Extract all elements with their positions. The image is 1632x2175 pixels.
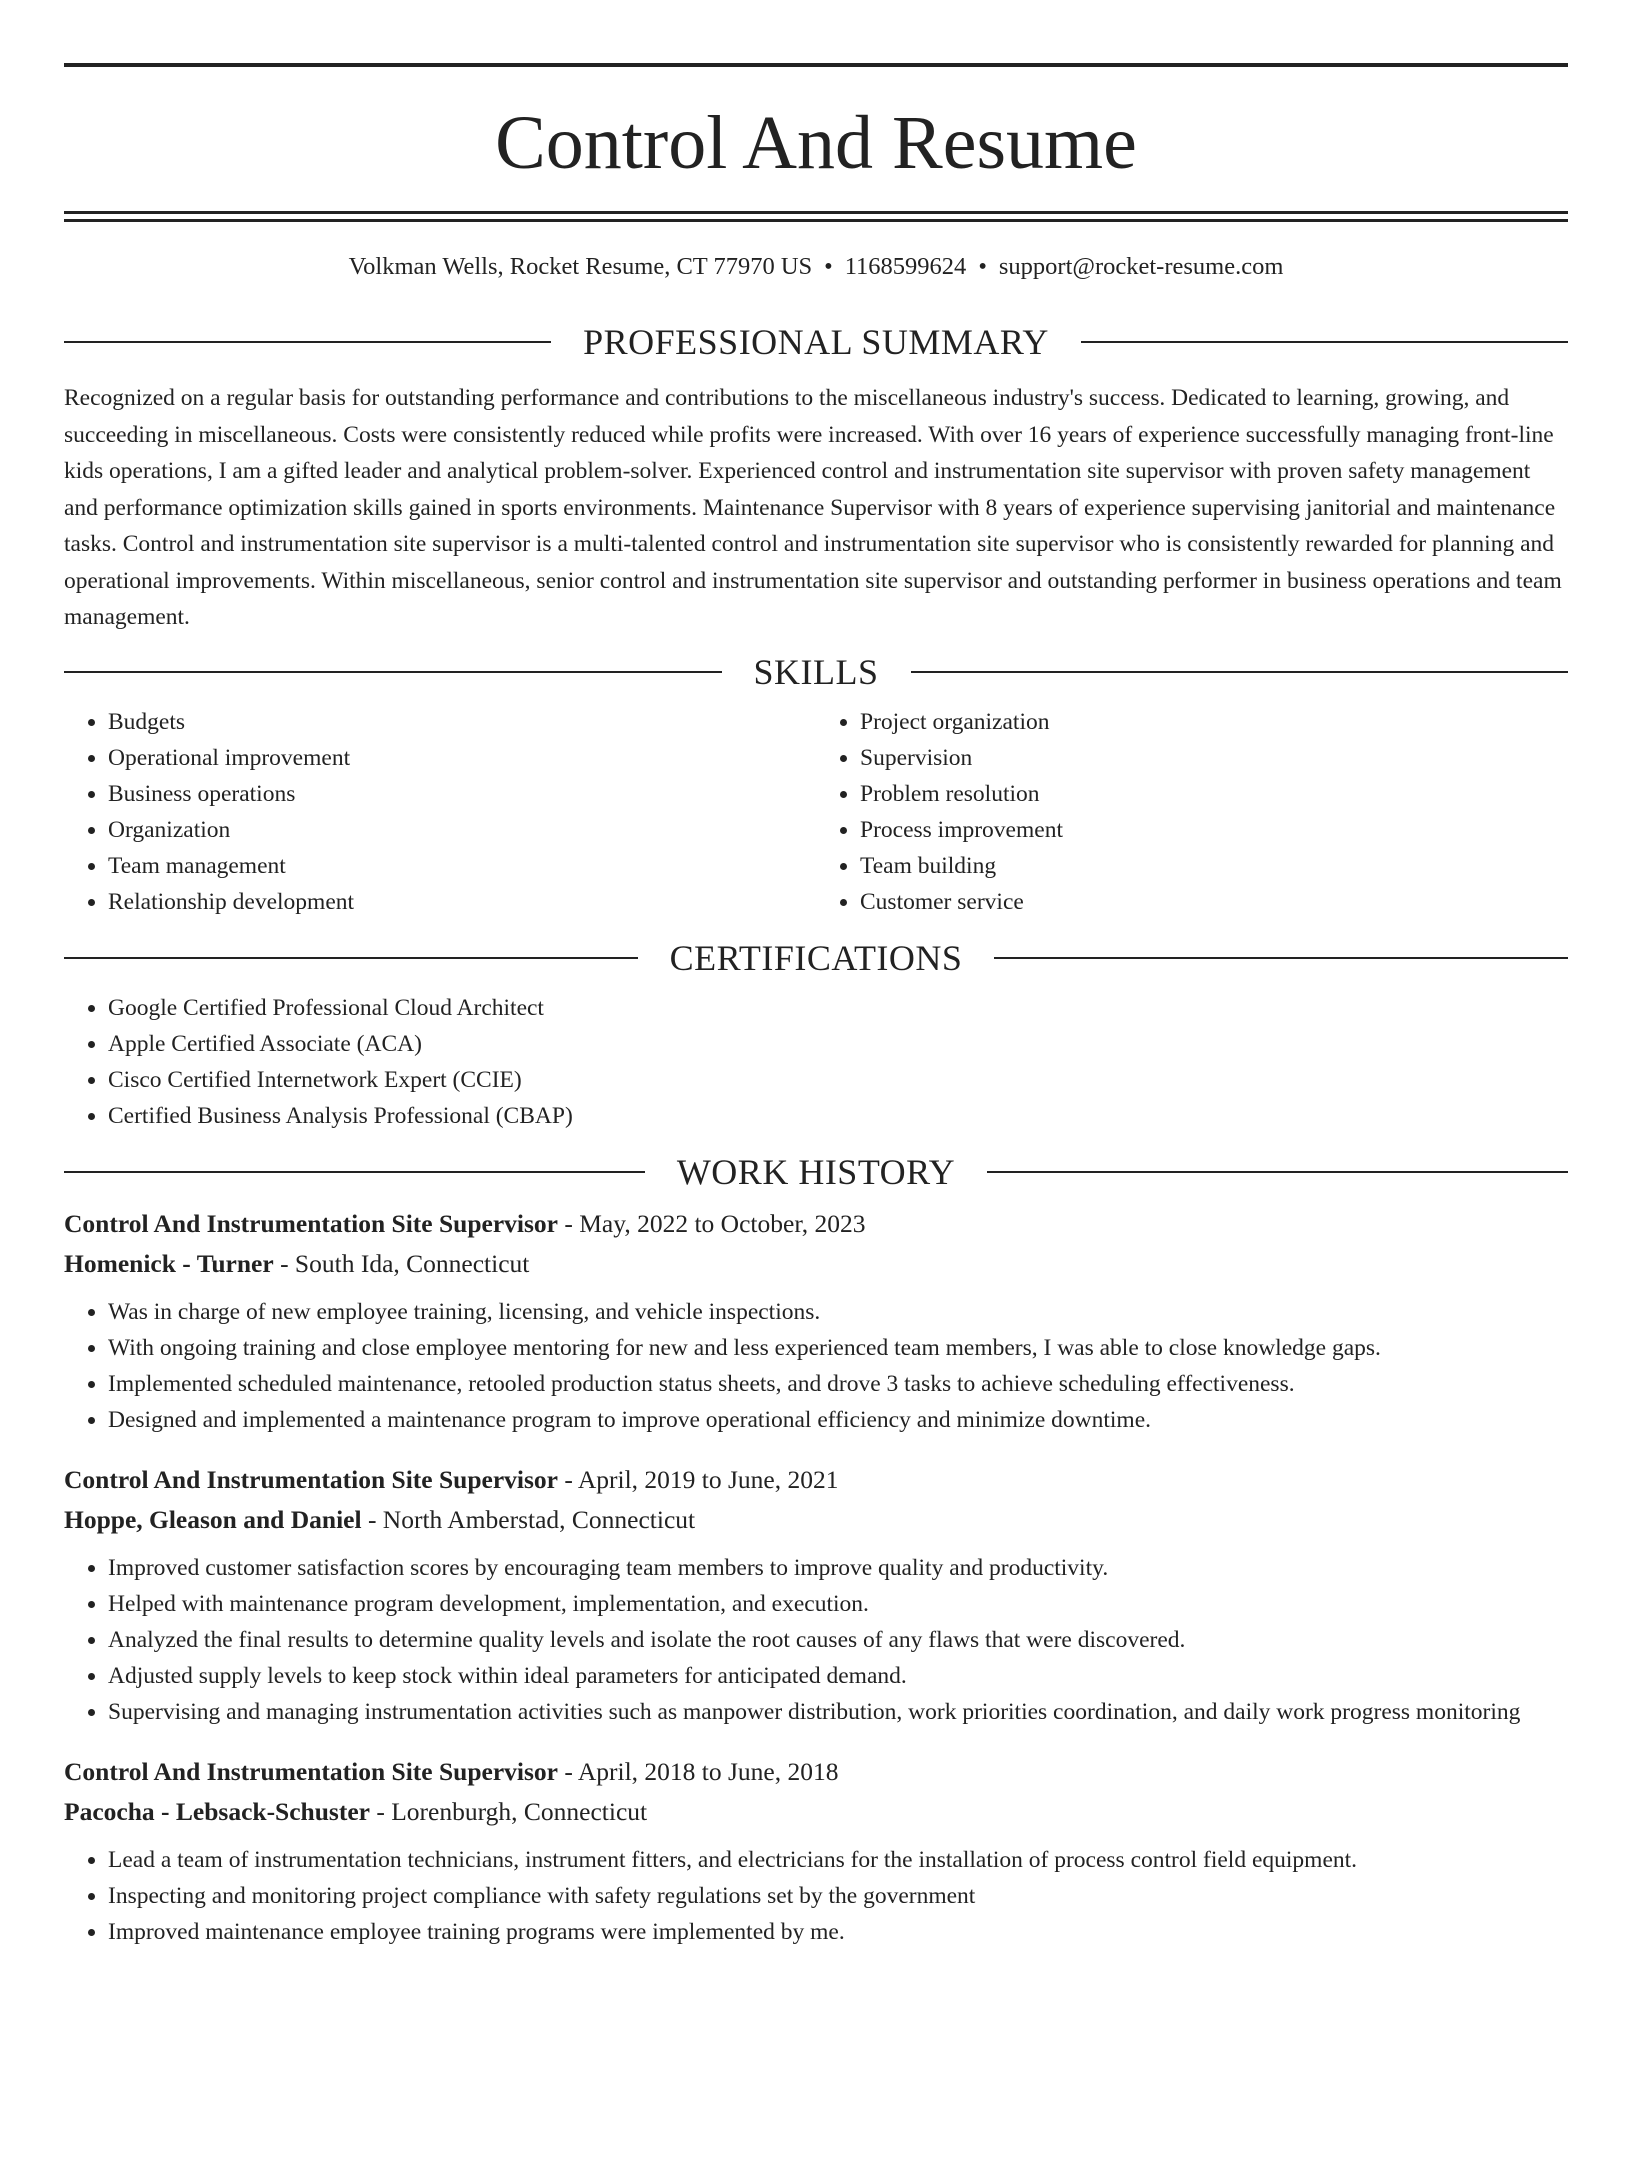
- job-bullet: • Designed and implemented a maintenance program to improve operational efficiency and minimize downtime.: [108, 1402, 1568, 1438]
- skill-item: • Process improvement: [860, 812, 1568, 848]
- job-location: - Lorenburgh, Connecticut: [369, 1796, 648, 1826]
- job-entry: [64, 1752, 1568, 1950]
- certifications-heading: [64, 938, 1568, 978]
- job-company: Pacocha - Lebsack-Schuster: [64, 1796, 370, 1826]
- job-bullet: • Lead a team of instrumentation technicians, instrument fitters, and electricians for the installation of process control field equipment.: [108, 1842, 1568, 1878]
- job-company-line: [64, 1500, 1568, 1540]
- job-location: - North Amberstad, Connecticut: [361, 1504, 696, 1534]
- skill-item: • Project organization: [860, 704, 1568, 740]
- job-entry: [64, 1460, 1568, 1730]
- job-bullet: • Inspecting and monitoring project compliance with safety regulations set by the government: [108, 1878, 1568, 1914]
- job-company-line: [64, 1792, 1568, 1832]
- certifications-heading-label: CERTIFICATIONS: [669, 937, 963, 978]
- resume-page: [0, 63, 1632, 2175]
- job-title: Control And Instrumentation Site Supervisor: [64, 1464, 559, 1494]
- summary-text: Recognized on a regular basis for outstanding performance and contributions to the miscellaneous industry's success. Dedicated to learning, growing, and succeeding in miscellaneous. Costs were consistently reduced while profits were increased. With over 16 years of experience successfully managing front-line kids operations, I am a gifted leader and analytical problem-solver. Experienced control and instrumentation site supervisor with proven safety management and performance optimization skills gained in sports environments. Maintenance Supervisor with 8 years of experience supervising janitorial and maintenance tasks. Control and instrumentation site supervisor is a multi-talented control and instrumentation site supervisor who is consistently rewarded for planning and operational improvements. Within miscellaneous, senior control and instrumentation site supervisor and outstanding performer in business operations and team management.: [64, 385, 1562, 630]
- skill-item: • Budgets: [108, 704, 816, 740]
- job-dates: - April, 2019 to June, 2021: [558, 1464, 839, 1494]
- job-company: Homenick - Turner: [64, 1248, 274, 1278]
- skills-heading: [64, 652, 1568, 692]
- skills-list-left: [64, 704, 816, 920]
- job-title-line: [64, 1204, 1568, 1244]
- skills-list-right: [816, 704, 1568, 920]
- job-dates: - May, 2022 to October, 2023: [558, 1208, 866, 1238]
- skill-item: • Team building: [860, 848, 1568, 884]
- skill-item: • Operational improvement: [108, 740, 816, 776]
- job-bullets: [64, 1550, 1568, 1730]
- job-title: Control And Instrumentation Site Supervisor: [64, 1208, 559, 1238]
- heading-rule-right: [1081, 341, 1568, 343]
- job-bullet: • Analyzed the final results to determine quality levels and isolate the root causes of any flaws that were discovered.: [108, 1622, 1568, 1658]
- job-bullet: • Helped with maintenance program development, implementation, and execution.: [108, 1586, 1568, 1622]
- job-dates: - April, 2018 to June, 2018: [558, 1756, 839, 1786]
- skill-item: • Organization: [108, 812, 816, 848]
- heading-rule-right: [994, 957, 1568, 959]
- job-bullet: • Adjusted supply levels to keep stock within ideal parameters for anticipated demand.: [108, 1658, 1568, 1694]
- contact-phone: 1168599624: [844, 253, 967, 280]
- job-bullets: [64, 1842, 1568, 1950]
- skill-item: • Supervision: [860, 740, 1568, 776]
- work-history-heading-label: WORK HISTORY: [676, 1151, 956, 1192]
- title-double-rule: [64, 211, 1568, 222]
- job-bullet: • Improved customer satisfaction scores by encouraging team members to improve quality and productivity.: [108, 1550, 1568, 1586]
- certification-item: • Cisco Certified Internetwork Expert (CCIE): [108, 1062, 1568, 1098]
- heading-rule-left: [64, 671, 722, 673]
- certification-item: • Certified Business Analysis Professional (CBAP): [108, 1098, 1568, 1134]
- job-bullet: • Implemented scheduled maintenance, retooled production status sheets, and drove 3 tasks to achieve scheduling effectiveness.: [108, 1366, 1568, 1402]
- certification-item: • Apple Certified Associate (ACA): [108, 1026, 1568, 1062]
- job-bullet: • With ongoing training and close employee mentoring for new and less experienced team members, I was able to close knowledge gaps.: [108, 1330, 1568, 1366]
- job-bullet: • Supervising and managing instrumentation activities such as manpower distribution, work priorities coordination, and daily work progress monitoring: [108, 1694, 1568, 1730]
- skills-columns: [64, 704, 1568, 920]
- contact-separator: •: [824, 253, 833, 280]
- heading-rule-left: [64, 1171, 645, 1173]
- contact-email: support@rocket-resume.com: [998, 253, 1284, 280]
- skill-item: • Problem resolution: [860, 776, 1568, 812]
- certifications-list: [64, 990, 1568, 1134]
- skills-heading-label: SKILLS: [753, 651, 879, 692]
- job-company: Hoppe, Gleason and Daniel: [64, 1504, 362, 1534]
- resume-title: Control And Resume: [495, 101, 1137, 185]
- job-location: - South Ida, Connecticut: [273, 1248, 530, 1278]
- summary-heading-label: PROFESSIONAL SUMMARY: [583, 322, 1049, 362]
- top-rule: [64, 63, 1568, 67]
- heading-rule-left: [64, 341, 551, 343]
- job-company-line: [64, 1244, 1568, 1284]
- heading-rule-right: [987, 1171, 1568, 1173]
- job-bullet: • Improved maintenance employee training programs were implemented by me.: [108, 1914, 1568, 1950]
- work-history-heading: [64, 1152, 1568, 1192]
- skill-item: • Customer service: [860, 884, 1568, 920]
- job-bullet: • Was in charge of new employee training, licensing, and vehicle inspections.: [108, 1294, 1568, 1330]
- skill-item: • Relationship development: [108, 884, 816, 920]
- job-title: Control And Instrumentation Site Supervisor: [64, 1756, 559, 1786]
- contact-line: [64, 252, 1568, 282]
- job-bullets: [64, 1294, 1568, 1438]
- certification-item: • Google Certified Professional Cloud Architect: [108, 990, 1568, 1026]
- heading-rule-right: [911, 671, 1569, 673]
- job-title-line: [64, 1460, 1568, 1500]
- heading-rule-left: [64, 957, 638, 959]
- contact-separator: •: [978, 253, 987, 280]
- job-entry: [64, 1204, 1568, 1438]
- contact-address: Volkman Wells, Rocket Resume, CT 77970 US: [348, 253, 813, 280]
- skill-item: • Team management: [108, 848, 816, 884]
- summary-heading: [64, 322, 1568, 362]
- skill-item: • Business operations: [108, 776, 816, 812]
- job-title-line: [64, 1752, 1568, 1792]
